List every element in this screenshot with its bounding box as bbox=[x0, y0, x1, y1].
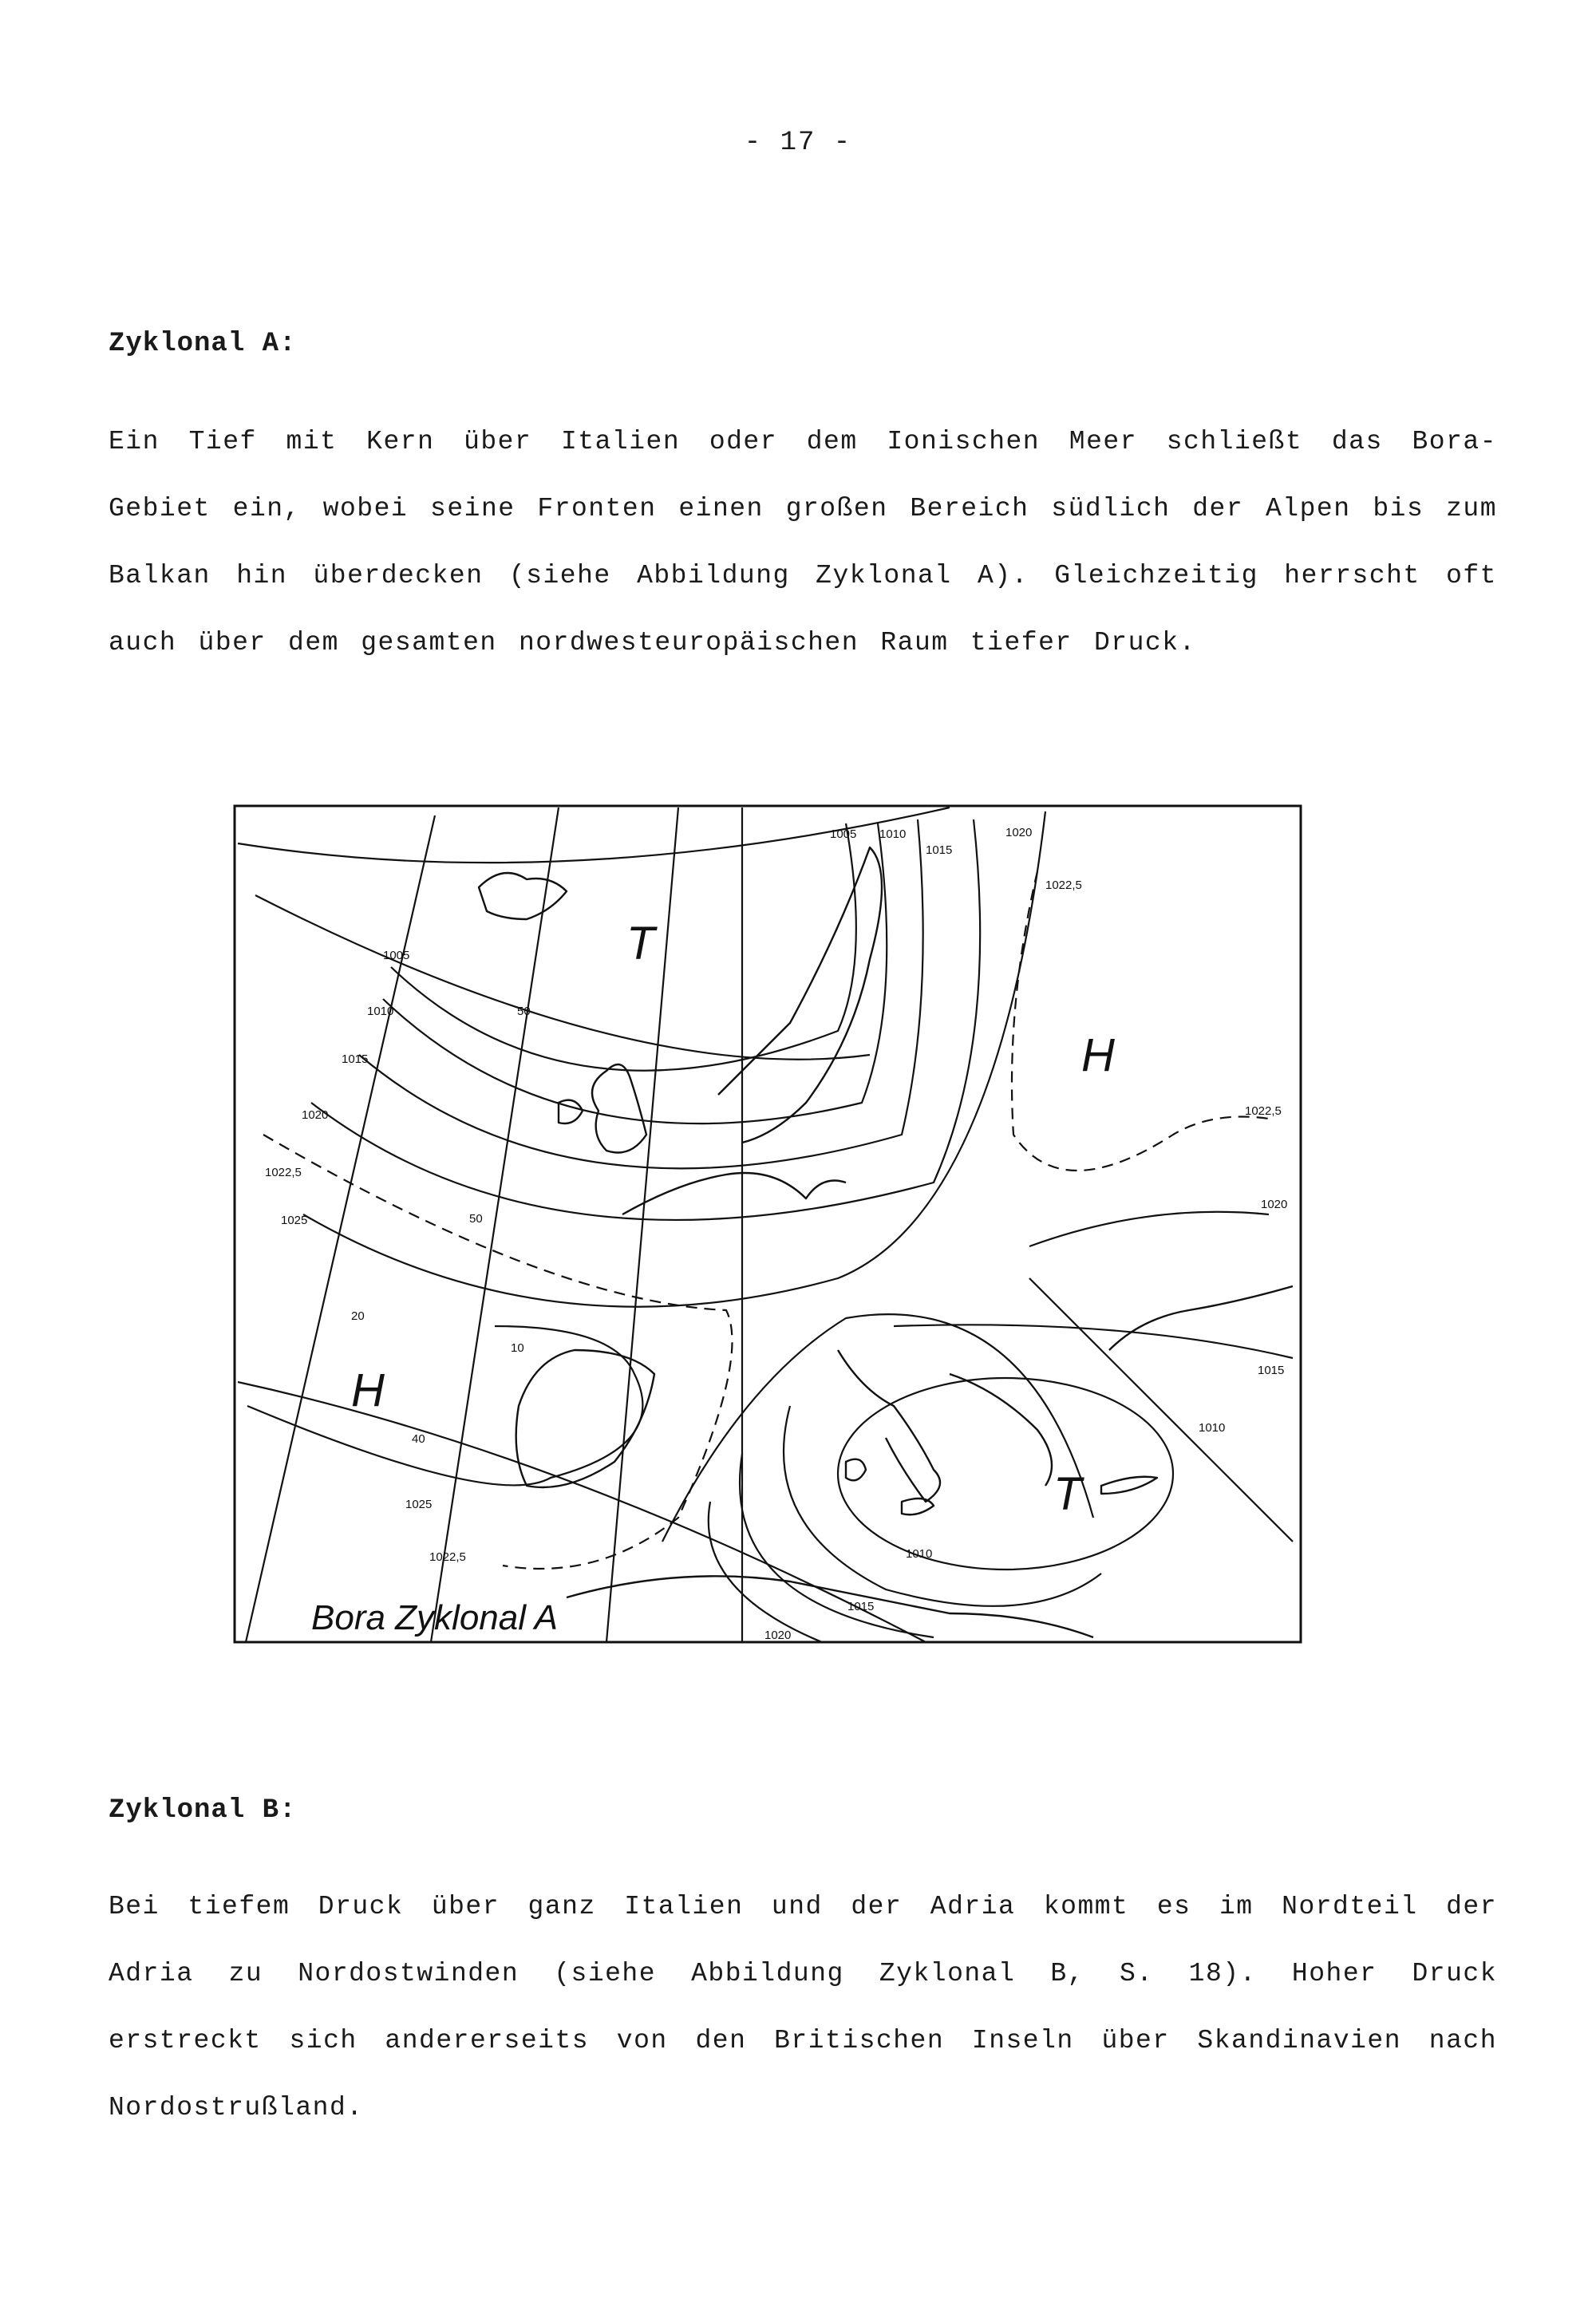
grid-label-20: 20 bbox=[351, 1309, 365, 1323]
label-1015-west: 1015 bbox=[342, 1052, 369, 1066]
label-1020-south: 1020 bbox=[764, 1629, 792, 1642]
high-center-west: H bbox=[351, 1364, 385, 1416]
coast-north-africa bbox=[567, 1576, 1093, 1637]
label-1022-5-east: 1022,5 bbox=[1245, 1104, 1282, 1118]
label-1020-east: 1020 bbox=[1261, 1198, 1288, 1211]
label-1010-north: 1010 bbox=[879, 827, 907, 841]
isobar-1015-south-outer bbox=[740, 1454, 934, 1637]
heading-zyklonal-a: Zyklonal A: bbox=[109, 329, 297, 359]
high-center-east: H bbox=[1081, 1029, 1115, 1081]
coast-iceland bbox=[479, 873, 567, 919]
isobar-1010-north bbox=[383, 823, 887, 1123]
low-center-south: T bbox=[1053, 1468, 1082, 1520]
coast-italy bbox=[838, 1350, 940, 1502]
low-center-north: T bbox=[626, 918, 655, 969]
label-1010-east: 1010 bbox=[1199, 1421, 1226, 1435]
grid-label-50-a: 50 bbox=[517, 1005, 531, 1018]
label-1010-west: 1010 bbox=[367, 1005, 394, 1018]
paragraph-zyklonal-a: Ein Tief mit Kern über Italien oder dem Ionischen Meer schließt das Bora-Gebiet ein, wobei seine Fronten einen großen Bereich südlich der Alpen bis zum Balkan hin überdecken (siehe Abbildung Zyklonal A). Gleichzeitig herrscht oft auch über dem gesamten nordwesteuropäischen Raum tiefer Druck. bbox=[109, 427, 1497, 657]
label-1015-east: 1015 bbox=[1258, 1364, 1285, 1377]
label-1015-north: 1015 bbox=[926, 843, 953, 857]
isobar-1020-northeast bbox=[303, 811, 1045, 1307]
isobar-1015-south bbox=[662, 1314, 1093, 1542]
grid-label-50-b: 50 bbox=[469, 1212, 483, 1226]
map-frame bbox=[235, 806, 1301, 1642]
weather-map-svg bbox=[231, 800, 1305, 1645]
label-1022-5-west: 1022,5 bbox=[265, 1166, 302, 1179]
map-caption: Bora Zyklonal A bbox=[311, 1598, 558, 1637]
label-1020-west: 1020 bbox=[302, 1108, 329, 1122]
label-1005-west: 1005 bbox=[383, 949, 410, 962]
front-1022-east bbox=[1012, 871, 1269, 1171]
coast-crete bbox=[1101, 1477, 1157, 1494]
label-1022-5-south: 1022,5 bbox=[429, 1550, 466, 1564]
weather-map-figure bbox=[231, 800, 1305, 1645]
meridian-west bbox=[246, 815, 435, 1642]
coast-sardinia bbox=[846, 1459, 866, 1481]
isobar-1020-north bbox=[311, 819, 980, 1220]
isobar-1005-north bbox=[391, 823, 856, 1071]
coast-britain bbox=[592, 1064, 646, 1153]
grid-label-10: 10 bbox=[511, 1341, 524, 1355]
label-1025-west: 1025 bbox=[281, 1214, 308, 1227]
label-1022-5-northeast: 1022,5 bbox=[1045, 879, 1082, 892]
label-1010-south: 1010 bbox=[906, 1547, 933, 1561]
page-number: - 17 - bbox=[744, 128, 852, 158]
heading-zyklonal-b: Zyklonal B: bbox=[109, 1795, 297, 1826]
isobar-1020-east bbox=[1029, 1212, 1269, 1246]
paragraph-zyklonal-b: Bei tiefem Druck über ganz Italien und der Adria kommt es im Nordteil der Adria zu Nordostwinden (siehe Abbildung Zyklonal B, S. 18). Hoher Druck erstreckt sich andererseits von den Britischen Inseln über Skandinavien nach Nordostrußland. bbox=[109, 1892, 1497, 2122]
meridian-mid-west bbox=[431, 807, 559, 1642]
label-1025-south: 1025 bbox=[405, 1498, 433, 1511]
label-1020-northeast: 1020 bbox=[1005, 826, 1033, 839]
label-1005-north: 1005 bbox=[830, 827, 857, 841]
label-1015-south: 1015 bbox=[847, 1600, 875, 1613]
grid-label-40: 40 bbox=[412, 1432, 425, 1446]
isobar-1005-south-low bbox=[838, 1378, 1173, 1570]
coast-sicily bbox=[902, 1498, 934, 1514]
